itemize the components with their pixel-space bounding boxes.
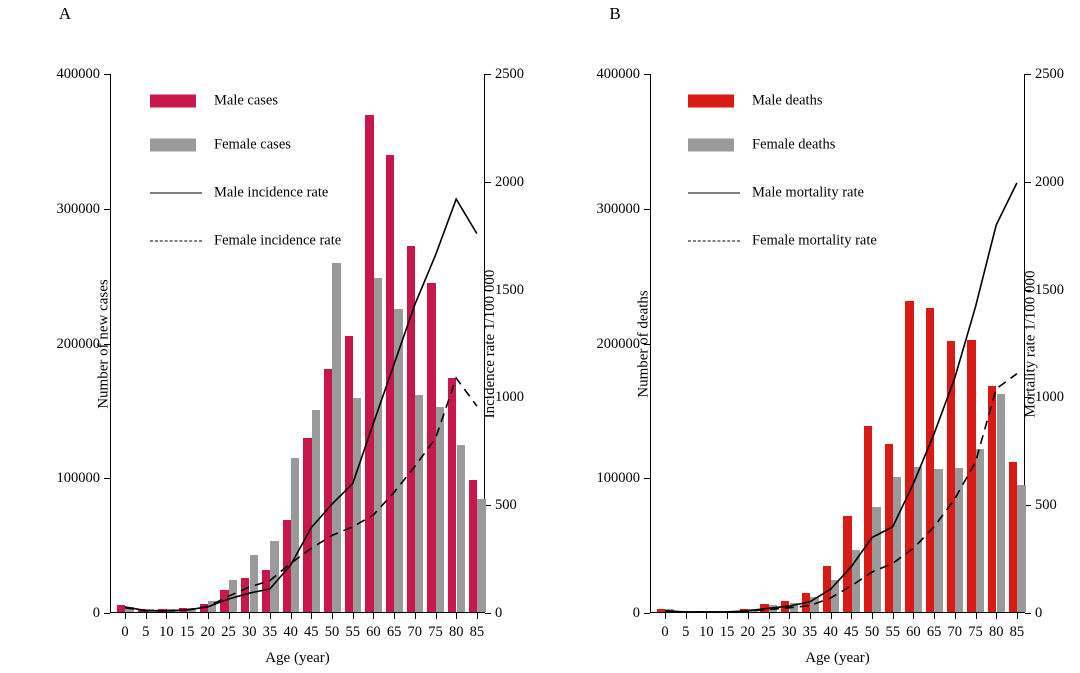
panel-b-x-tick [996, 613, 997, 619]
panel-b-x-tick-label: 10 [699, 623, 714, 640]
panel-b-right-tick-label: 0 [1035, 604, 1043, 621]
panel-a-x-tick [208, 613, 209, 619]
panel-b-x-tick [851, 613, 852, 619]
panel-b-x-tick [789, 613, 790, 619]
panel-a-line-series [110, 74, 485, 613]
panel-a-x-tick [415, 613, 416, 619]
legend-swatch-female-deaths [688, 139, 734, 152]
panel-a-right-tick [485, 182, 491, 183]
panel-b-x-tick [810, 613, 811, 619]
legend-swatch-male-cases [150, 95, 196, 108]
panel-a-x-tick [187, 613, 188, 619]
panel-a-x-tick [166, 613, 167, 619]
panel-a-x-tick-label: 40 [283, 623, 298, 640]
panel-a-x-tick [146, 613, 147, 619]
panel-b-x-tick-label: 80 [988, 623, 1004, 640]
panel-b-x-tick [706, 613, 707, 619]
panel-a-letter: A [58, 4, 72, 23]
legend-label-female-incidence-rate: Female incidence rate [214, 232, 342, 249]
panel-b-x-tick-label: 25 [761, 623, 776, 640]
panel-b-x-tick [976, 613, 977, 619]
panel-a-right-tick-label: 0 [495, 604, 503, 621]
panel-b-x-tick-label: 75 [968, 623, 983, 640]
panel-a-x-tick-label: 20 [200, 623, 216, 640]
panel-a-x-tick-label: 65 [386, 623, 402, 640]
panel-a-y2-axis-title: Incidence rate 1/100 000 [482, 269, 499, 418]
panel-b-right-tick-label: 500 [1035, 496, 1057, 513]
panel-a-x-tick-label: 25 [221, 623, 236, 640]
panel-a-x-tick [291, 613, 292, 619]
panel-b-x-tick-label: 60 [906, 623, 921, 640]
panel-a-x-tick-label: 60 [366, 623, 381, 640]
panel-a-left-tick-label: 300000 [56, 200, 100, 217]
panel-b-x-tick [1017, 613, 1018, 619]
panel-b-x-tick [769, 613, 770, 619]
panel-b-x-tick-label: 50 [864, 623, 880, 640]
panel-b-x-tick-label: 65 [926, 623, 942, 640]
panel-b-left-tick-label: 400000 [596, 65, 640, 82]
panel-a-right-tick [485, 74, 491, 75]
panel-b-right-tick-label: 2500 [1035, 65, 1064, 82]
panel-a-right-tick-label: 2000 [495, 173, 524, 190]
panel-a-right-tick [485, 613, 491, 614]
panel-b-x-tick-label: 5 [682, 623, 690, 640]
panel-b-right-tick-label: 1000 [1035, 389, 1064, 406]
panel-a-x-tick [270, 613, 271, 619]
panel-b-letter: B [609, 4, 621, 23]
panel-a-x-tick-label: 50 [324, 623, 340, 640]
panel-a-x-tick-label: 80 [448, 623, 464, 640]
legend-label-male-cases: Male cases [214, 92, 279, 109]
panel-b-x-tick-label: 45 [844, 623, 859, 640]
panel-a-x-tick [125, 613, 126, 619]
line-male-incidence-rate [125, 199, 477, 611]
panel-b-x-tick [934, 613, 935, 619]
panel-a-right-tick-label: 2500 [495, 65, 524, 82]
line-female-incidence-rate [125, 378, 477, 611]
panel-b-x-tick [748, 613, 749, 619]
panel-a-x-tick-label: 5 [142, 623, 150, 640]
panel-a-x-tick [394, 613, 395, 619]
panel-b-x-tick-label: 40 [823, 623, 838, 640]
panel-b [540, 0, 1080, 673]
panel-a-x-tick-label: 35 [262, 623, 278, 640]
panel-a-x-tick [353, 613, 354, 619]
panel-b-x-tick-label: 0 [661, 623, 669, 640]
panel-a-x-tick-label: 70 [407, 623, 423, 640]
legend-label-male-mortality-rate: Male mortality rate [752, 184, 864, 201]
legend-swatch-male-deaths [688, 95, 734, 108]
panel-a-x-tick [311, 613, 312, 619]
panel-b-x-axis-title: Age (year) [805, 650, 870, 666]
panel-a-x-tick-label: 85 [469, 623, 485, 640]
panel-b-left-tick-label: 100000 [596, 470, 640, 486]
line-female-mortality-rate [665, 374, 1017, 612]
panel-b-x-tick [686, 613, 687, 619]
panel-a-right-tick [485, 505, 491, 506]
legend-label-male-incidence-rate: Male incidence rate [214, 184, 329, 201]
panel-a-x-tick [456, 613, 457, 619]
panel-a-left-tick-label: 0 [92, 604, 100, 621]
legend-line-male-incidence-rate [150, 193, 202, 194]
legend-label-female-cases: Female cases [214, 136, 291, 153]
legend-swatch-female-cases [150, 139, 196, 152]
legend-label-male-deaths: Male deaths [752, 92, 823, 109]
panel-b-left-tick-label: 200000 [596, 335, 640, 352]
panel-b-plot-area [596, 65, 1064, 666]
panel-b-x-tick [665, 613, 666, 619]
panel-a-x-tick [477, 613, 478, 619]
panel-b-y-axis-title: Number of deaths [635, 289, 652, 398]
panel-a-plot-area [56, 65, 524, 666]
panel-b-x-tick [872, 613, 873, 619]
panel-a-x-tick-label: 75 [428, 623, 443, 640]
panel-b-x-tick-label: 70 [947, 623, 963, 640]
panel-b-x-tick-label: 35 [802, 623, 818, 640]
legend-label-female-deaths: Female deaths [752, 136, 836, 153]
panel-b-line-series [650, 74, 1025, 613]
panel-b-x-tick-label: 55 [885, 623, 900, 640]
panel-a-right-tick-label: 1000 [495, 389, 524, 406]
panel-b-x-tick-label: 30 [781, 623, 797, 640]
panel-a-y-axis-title: Number of new cases [95, 278, 112, 409]
panel-a-x-tick [436, 613, 437, 619]
panel-a-x-tick [332, 613, 333, 619]
legend-line-female-incidence-rate [150, 241, 202, 242]
panel-b-x-tick [913, 613, 914, 619]
panel-b-right-tick [1025, 74, 1031, 75]
legend-label-female-mortality-rate: Female mortality rate [752, 232, 877, 249]
panel-b-x-tick [955, 613, 956, 619]
panel-b-right-tick [1025, 182, 1031, 183]
panel-b-x-tick [727, 613, 728, 619]
panel-a-left-tick [104, 613, 110, 614]
panel-b-x-tick-label: 15 [719, 623, 735, 640]
panel-a-x-axis-title: Age (year) [265, 650, 330, 666]
panel-a-x-tick-label: 0 [121, 623, 129, 640]
panel-a-x-tick [249, 613, 250, 619]
panel-b-left-tick-label: 0 [632, 604, 640, 621]
panel-b-x-tick-label: 20 [740, 623, 756, 640]
panel-b-right-tick-label: 2000 [1035, 173, 1064, 190]
legend-line-female-mortality-rate [688, 241, 740, 242]
panel-a-right-tick-label: 500 [495, 496, 517, 513]
panel-a-x-tick-label: 55 [345, 623, 360, 640]
panel-a-left-tick-label: 400000 [56, 65, 100, 82]
panel-b-x-tick-label: 85 [1009, 623, 1025, 640]
panel-a-left-tick-label: 100000 [56, 470, 100, 486]
panel-a-x-tick-label: 10 [159, 623, 174, 640]
legend-line-male-mortality-rate [688, 193, 740, 194]
panel-b-right-tick [1025, 505, 1031, 506]
panel-b-right-tick [1025, 613, 1031, 614]
panel-b-left-tick-label: 300000 [596, 200, 640, 217]
panel-b-x-tick [831, 613, 832, 619]
panel-a-x-tick-label: 15 [179, 623, 195, 640]
panel-a-x-tick [229, 613, 230, 619]
panel-b-right-tick-label: 1500 [1035, 281, 1064, 298]
panel-b-y2-axis-title: Mortality rate 1/100 000 [1022, 269, 1039, 418]
panel-b-left-tick [644, 613, 650, 614]
panel-a-x-tick [373, 613, 374, 619]
panel-a-left-tick-label: 200000 [56, 335, 100, 352]
panel-a-right-tick-label: 1500 [495, 281, 524, 298]
panel-a-x-tick-label: 45 [304, 623, 319, 640]
panel-a-x-tick-label: 30 [241, 623, 257, 640]
panel-b-x-tick [893, 613, 894, 619]
